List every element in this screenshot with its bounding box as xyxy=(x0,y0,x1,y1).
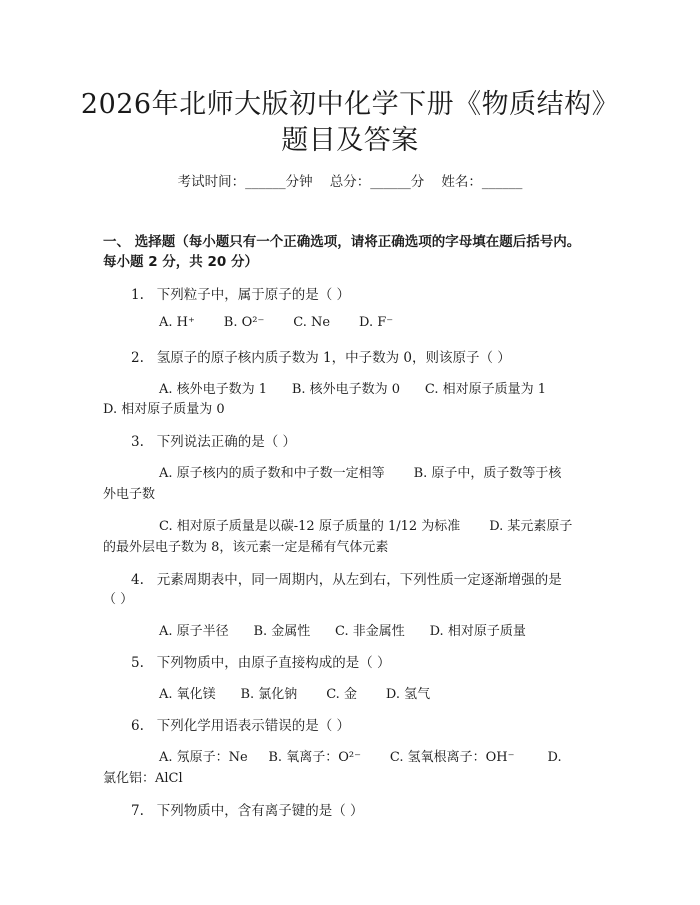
doc-title-line2: 题目及答案 xyxy=(281,125,419,156)
question-3-options-c-d: C. 相对原子质量是以碳-12 原子质量的 1/12 为标准 D. 某元素原子 xyxy=(159,519,573,534)
question-7-stem: 7. 下列物质中，含有离子键的是（ ） xyxy=(131,803,364,819)
section-heading-line1: 一、 选择题（每小题只有一个正确选项，请将正确选项的字母填在题后括号内。 xyxy=(103,234,581,250)
question-4-options: A. 原子半径 B. 金属性 C. 非金属性 D. 相对原子质量 xyxy=(159,624,526,639)
question-3-options-a-b: A. 原子核内的质子数和中子数一定相等 B. 原子中，质子数等于核 xyxy=(159,466,562,481)
question-1-options: A. H⁺ B. O²⁻ C. Ne D. F⁻ xyxy=(159,315,394,330)
question-3-stem: 3. 下列说法正确的是（ ） xyxy=(131,434,297,450)
exam-meta: 考试时间：______分钟 总分：______分 姓名：______ xyxy=(177,174,523,190)
question-4-stem: 4. 元素周期表中，同一周期内，从左到右，下列性质一定逐渐增强的是 xyxy=(131,572,562,588)
question-3-options-c-d-wrap: 的最外层电子数为 8，该元素一定是稀有气体元素 xyxy=(103,540,389,555)
question-5-options: A. 氧化镁 B. 氯化钠 C. 金 D. 氢气 xyxy=(159,687,431,702)
question-6-stem: 6. 下列化学用语表示错误的是（ ） xyxy=(131,718,351,734)
question-2-stem: 2. 氢原子的原子核内质子数为 1，中子数为 0，则该原子（ ） xyxy=(131,350,511,366)
section-heading-line2: 每小题 2 分，共 20 分） xyxy=(103,254,258,270)
question-3-options-a-b-wrap: 外电子数 xyxy=(103,487,156,502)
question-6-options-wrap: 氯化铝：AlCl xyxy=(103,771,183,786)
question-4-stem-wrap: （ ） xyxy=(103,592,134,607)
question-1-stem: 1. 下列粒子中，属于原子的是（ ） xyxy=(131,287,351,303)
question-2-options: A. 核外电子数为 1 B. 核外电子数为 0 C. 相对原子质量为 1 xyxy=(159,382,547,397)
doc-title-line1: 2026年北师大版初中化学下册《物质结构》 xyxy=(80,89,620,120)
question-6-options: A. 氖原子：Ne B. 氧离子：O²⁻ C. 氢氧根离子：OH⁻ D. xyxy=(159,750,562,765)
question-5-stem: 5. 下列物质中，由原子直接构成的是（ ） xyxy=(131,655,391,671)
question-2-options-wrap: D. 相对原子质量为 0 xyxy=(103,402,225,417)
